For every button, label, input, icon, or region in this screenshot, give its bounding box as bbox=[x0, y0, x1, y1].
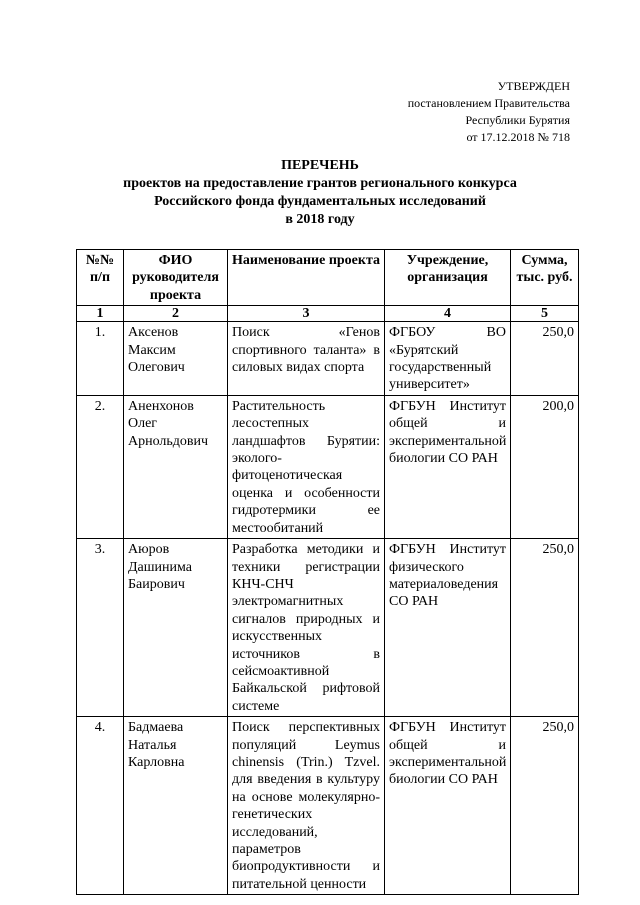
approval-title: УТВЕРЖДЕН bbox=[497, 79, 570, 93]
approval-date-number: от 17.12.2018 № 718 bbox=[466, 130, 570, 144]
row-project: Поиск «Генов спортивного таланта» в силовых видах спорта bbox=[228, 322, 385, 396]
document-subtitle-line-3: в 2018 году bbox=[285, 212, 355, 227]
row-fio: Аненхонов Олег Арнольдович bbox=[124, 395, 228, 538]
row-sum: 250,0 bbox=[511, 322, 579, 396]
approval-stamp bbox=[408, 78, 570, 146]
table-row bbox=[77, 539, 579, 717]
row-fio: Аюров Дашинима Баирович bbox=[124, 539, 228, 717]
row-number: 4. bbox=[77, 717, 124, 895]
document-subtitle-line-2: Российского фонда фундаментальных исследований bbox=[154, 194, 486, 209]
row-organization: ФГБУН Институт общей и экспериментальной биологии СО РАН bbox=[385, 717, 511, 895]
approval-decree: постановлением Правительства bbox=[407, 96, 570, 110]
row-fio: Бадмаева Наталья Карловна bbox=[124, 717, 228, 895]
row-project: Поиск перспективных популяций Leymus chinensis (Trin.) Tzvel. для введения в культуру на основе молекулярно-генетических исследований, параметров биопродуктивности и питательной ценности bbox=[228, 717, 385, 895]
row-number: 3. bbox=[77, 539, 124, 717]
row-number: 2. bbox=[77, 395, 124, 538]
header-project-name: Наименование проекта bbox=[228, 250, 385, 306]
approval-republic: Республики Бурятия bbox=[465, 113, 570, 127]
column-number: 3 bbox=[228, 306, 385, 322]
column-number: 1 bbox=[77, 306, 124, 322]
table-header-row bbox=[77, 250, 579, 306]
document-title: ПЕРЕЧЕНЬ bbox=[281, 158, 359, 173]
row-organization: ФГБОУ ВО «Бурятский государственный университет» bbox=[385, 322, 511, 396]
row-sum: 250,0 bbox=[511, 539, 579, 717]
column-number: 5 bbox=[511, 306, 579, 322]
header-fio: ФИО руководителя проекта bbox=[124, 250, 228, 306]
row-project: Разработка методики и техники регистрации КНЧ-СНЧ электромагнитных сигналов природных и искусственных источников в сейсмоактивной Байкальской рифтовой системе bbox=[228, 539, 385, 717]
row-sum: 250,0 bbox=[511, 717, 579, 895]
column-number: 2 bbox=[124, 306, 228, 322]
row-organization: ФГБУН Институт физического материаловедения СО РАН bbox=[385, 539, 511, 717]
column-number-row bbox=[77, 306, 579, 322]
row-sum: 200,0 bbox=[511, 395, 579, 538]
column-number: 4 bbox=[385, 306, 511, 322]
row-organization: ФГБУН Институт общей и экспериментальной биологии СО РАН bbox=[385, 395, 511, 538]
projects-table bbox=[76, 249, 579, 895]
table-row bbox=[77, 717, 579, 895]
header-organization: Учреждение, организация bbox=[385, 250, 511, 306]
row-project: Растительность лесостепных ландшафтов Бурятии: эколого-фитоценотическая оценка и особенности гидротермики ее местообитаний bbox=[228, 395, 385, 538]
document-heading bbox=[0, 157, 640, 229]
table-row bbox=[77, 322, 579, 396]
header-sum: Сумма, тыс. руб. bbox=[511, 250, 579, 306]
table-row bbox=[77, 395, 579, 538]
row-number: 1. bbox=[77, 322, 124, 396]
document-subtitle-line-1: проектов на предоставление грантов регионального конкурса bbox=[123, 176, 517, 191]
header-number: №№ п/п bbox=[77, 250, 124, 306]
row-fio: Аксенов Максим Олегович bbox=[124, 322, 228, 396]
